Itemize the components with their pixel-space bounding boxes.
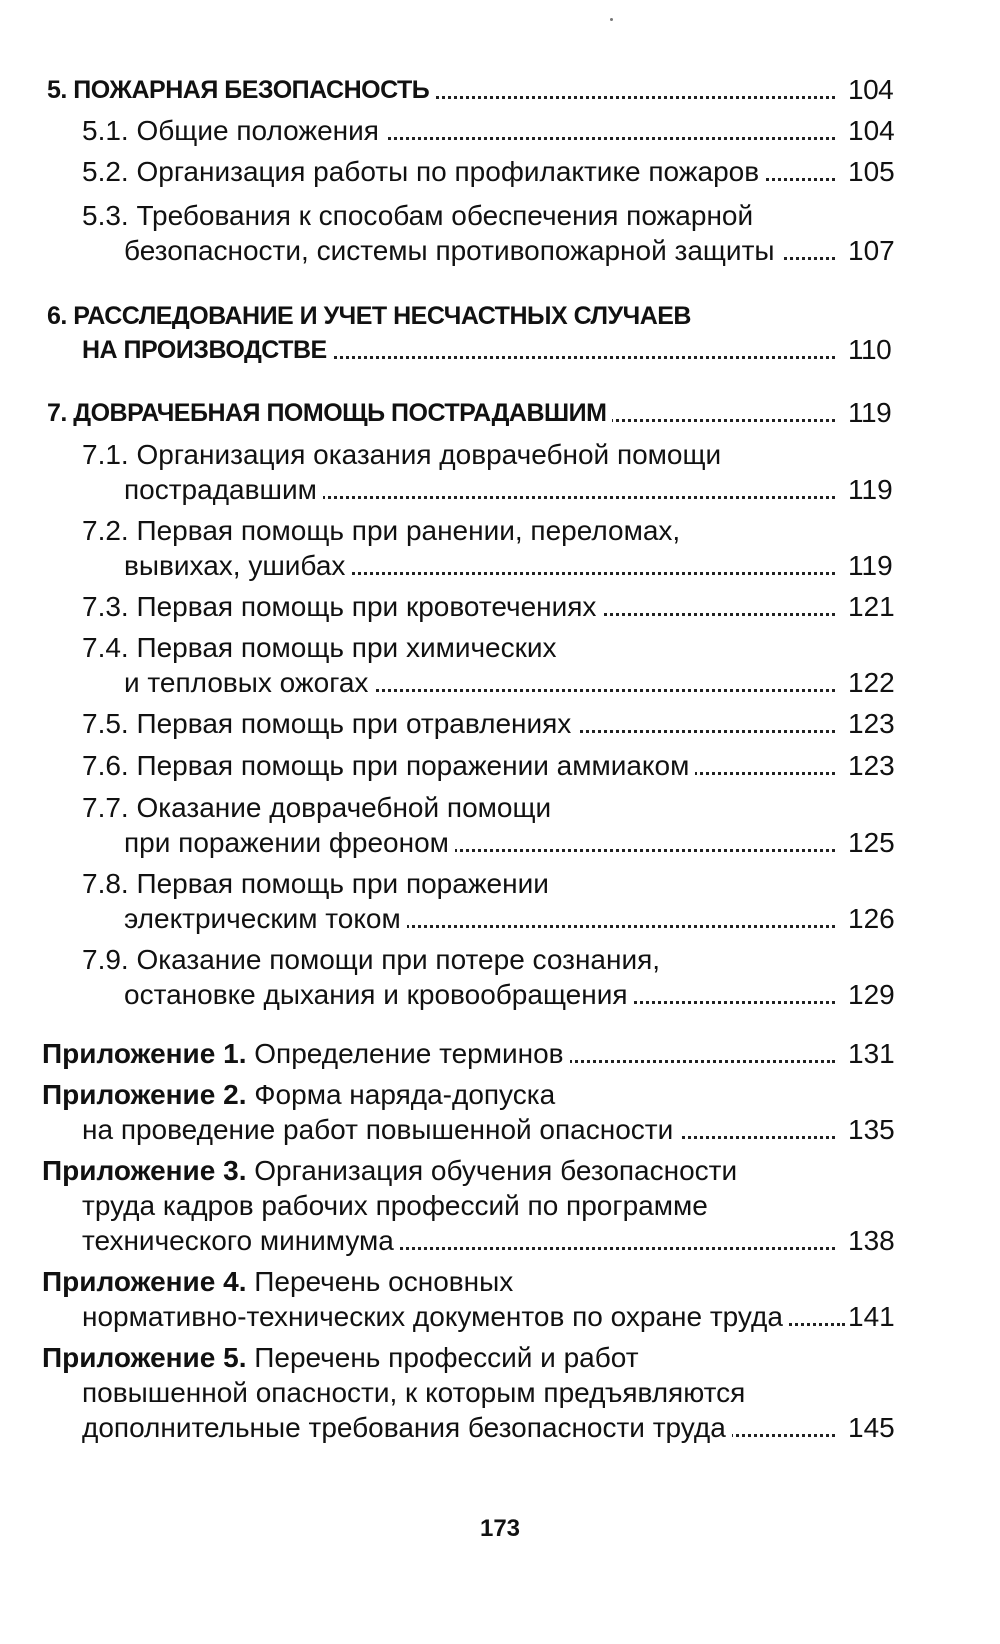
appendix-title-line1: Форма наряда-допуска	[254, 1079, 556, 1110]
chapter-title: 7. ДОВРАЧЕБНАЯ ПОМОЩЬ ПОСТРАДАВШИМ	[47, 399, 612, 427]
page-ref: 125	[848, 827, 895, 858]
toc-appendix-3-cont1[interactable]	[0, 1188, 1000, 1224]
appendix-title-line1: Перечень профессий и работ	[254, 1342, 639, 1373]
appendix-title-line3: дополнительные требования безопасности труда	[82, 1412, 732, 1443]
toc-appendix-2-cont[interactable]	[0, 1112, 1000, 1148]
appendix-title-line3: технического минимума	[82, 1225, 400, 1256]
toc-entry-7-6[interactable]	[0, 748, 1000, 784]
toc-entry-5-3[interactable]	[0, 198, 1000, 234]
entry-title-line2: при поражении фреоном	[124, 827, 455, 858]
page-ref: 141	[848, 1301, 895, 1332]
toc-entry-7-9-cont[interactable]	[0, 977, 1000, 1013]
page-ref: 121	[848, 591, 895, 622]
page-ref: 122	[848, 667, 895, 698]
entry-title: 5.1. Общие положения	[82, 115, 385, 146]
page-ref: 123	[848, 750, 895, 781]
page-ref: 119	[848, 474, 893, 505]
page-ref: 135	[848, 1114, 895, 1145]
toc-entry-7-4-cont[interactable]	[0, 665, 1000, 701]
page-number: 173	[479, 1515, 521, 1542]
appendix-label: Приложение 3.	[42, 1155, 247, 1186]
entry-title-line1: 7.7. Оказание доврачебной помощи	[82, 792, 557, 823]
toc-appendix-3-cont2[interactable]	[0, 1223, 1000, 1259]
appendix-title-line2: на проведение работ повышенной опасности	[82, 1114, 679, 1145]
entry-title-line1: 5.3. Требования к способам обеспечения пожарной	[82, 200, 759, 231]
page-ref: 138	[848, 1225, 895, 1256]
page-ref: 104	[848, 74, 894, 105]
toc-appendix-1[interactable]	[0, 1036, 1000, 1072]
entry-title: 7.6. Первая помощь при поражении аммиаком	[82, 750, 695, 781]
appendix-label: Приложение 2.	[42, 1079, 247, 1110]
page-ref: 104	[848, 115, 895, 146]
page-ref: 119	[848, 550, 893, 581]
page-ref: 119	[848, 397, 892, 428]
toc-entry-5-2[interactable]	[0, 154, 1000, 190]
page-ref: 107	[848, 235, 895, 266]
chapter-title-line2: НА ПРОИЗВОДСТВЕ	[82, 336, 333, 364]
entry-title: 5.2. Организация работы по профилактике пожаров	[82, 156, 765, 187]
toc-entry-7-3[interactable]	[0, 589, 1000, 625]
toc-chapter-7[interactable]	[0, 395, 1000, 431]
entry-title-line2: вывихах, ушибах	[124, 550, 351, 581]
toc-appendix-5-cont2[interactable]	[0, 1410, 1000, 1446]
appendix-title-line2: нормативно-технических документов по охране труда	[82, 1301, 789, 1332]
chapter-title-line1: 6. РАССЛЕДОВАНИЕ И УЧЕТ НЕСЧАСТНЫХ СЛУЧАЕВ	[47, 302, 697, 330]
entry-title: 7.3. Первая помощь при кровотечениях	[82, 591, 602, 622]
toc-entry-7-4[interactable]	[0, 630, 1000, 666]
toc-entry-7-9[interactable]	[0, 942, 1000, 978]
appendix-title: Определение терминов	[254, 1038, 564, 1069]
entry-title-line2: безопасности, системы противопожарной защиты	[124, 235, 781, 266]
toc-appendix-4[interactable]	[0, 1264, 1000, 1300]
entry-title-line1: 7.9. Оказание помощи при потере сознания,	[82, 944, 666, 975]
appendix-label: Приложение 1.	[42, 1038, 247, 1069]
toc-entry-7-1[interactable]	[0, 437, 1000, 473]
appendix-title-line1: Организация обучения безопасности	[254, 1155, 738, 1186]
entry-title: 7.5. Первая помощь при отравлениях	[82, 708, 577, 739]
toc-chapter-6[interactable]	[0, 298, 1000, 334]
entry-title-line2: и тепловых ожогах	[124, 667, 374, 698]
toc-entry-7-2-cont[interactable]	[0, 548, 1000, 584]
entry-title-line2: остановке дыхания и кровообращения	[124, 979, 634, 1010]
chapter-title: 5. ПОЖАРНАЯ БЕЗОПАСНОСТЬ	[47, 76, 435, 104]
entry-title-line1: 7.8. Первая помощь при поражении	[82, 868, 555, 899]
toc-appendix-5[interactable]	[0, 1340, 1000, 1376]
toc-entry-7-2[interactable]	[0, 513, 1000, 549]
appendix-label: Приложение 4.	[42, 1266, 247, 1297]
page-ref: 110	[848, 334, 892, 365]
toc-appendix-3[interactable]	[0, 1153, 1000, 1189]
entry-title-line1: 7.4. Первая помощь при химических	[82, 632, 563, 663]
entry-title-line2: электрическим током	[124, 903, 407, 934]
scan-speck	[610, 18, 613, 21]
toc-appendix-2[interactable]	[0, 1077, 1000, 1113]
entry-title-line1: 7.1. Организация оказания доврачебной помощи	[82, 439, 727, 470]
toc-entry-7-8[interactable]	[0, 866, 1000, 902]
toc-chapter-5[interactable]	[0, 72, 1000, 108]
appendix-title-line2: труда кадров рабочих профессий по программе	[82, 1190, 714, 1221]
page-ref: 145	[848, 1412, 895, 1443]
appendix-title-line2: повышенной опасности, к которым предъявляются	[82, 1377, 751, 1408]
toc-chapter-6-cont[interactable]	[0, 332, 1000, 368]
page-ref: 129	[848, 979, 895, 1010]
entry-title-line1: 7.2. Первая помощь при ранении, переломах,	[82, 515, 686, 546]
page-ref: 105	[848, 156, 895, 187]
toc-entry-5-1[interactable]	[0, 113, 1000, 149]
page-ref: 126	[848, 903, 895, 934]
appendix-label: Приложение 5.	[42, 1342, 247, 1373]
toc-appendix-4-cont[interactable]	[0, 1299, 1000, 1335]
entry-title-line2: пострадавшим	[124, 474, 323, 505]
toc-entry-5-3-cont[interactable]	[0, 233, 1000, 269]
page-ref: 131	[848, 1038, 895, 1069]
appendix-title-line1: Перечень основных	[254, 1266, 514, 1297]
toc-entry-7-7[interactable]	[0, 790, 1000, 826]
toc-entry-7-5[interactable]	[0, 706, 1000, 742]
toc-appendix-5-cont1[interactable]	[0, 1375, 1000, 1411]
toc-entry-7-1-cont[interactable]	[0, 472, 1000, 508]
toc-entry-7-7-cont[interactable]	[0, 825, 1000, 861]
toc-entry-7-8-cont[interactable]	[0, 901, 1000, 937]
page-ref: 123	[848, 708, 895, 739]
